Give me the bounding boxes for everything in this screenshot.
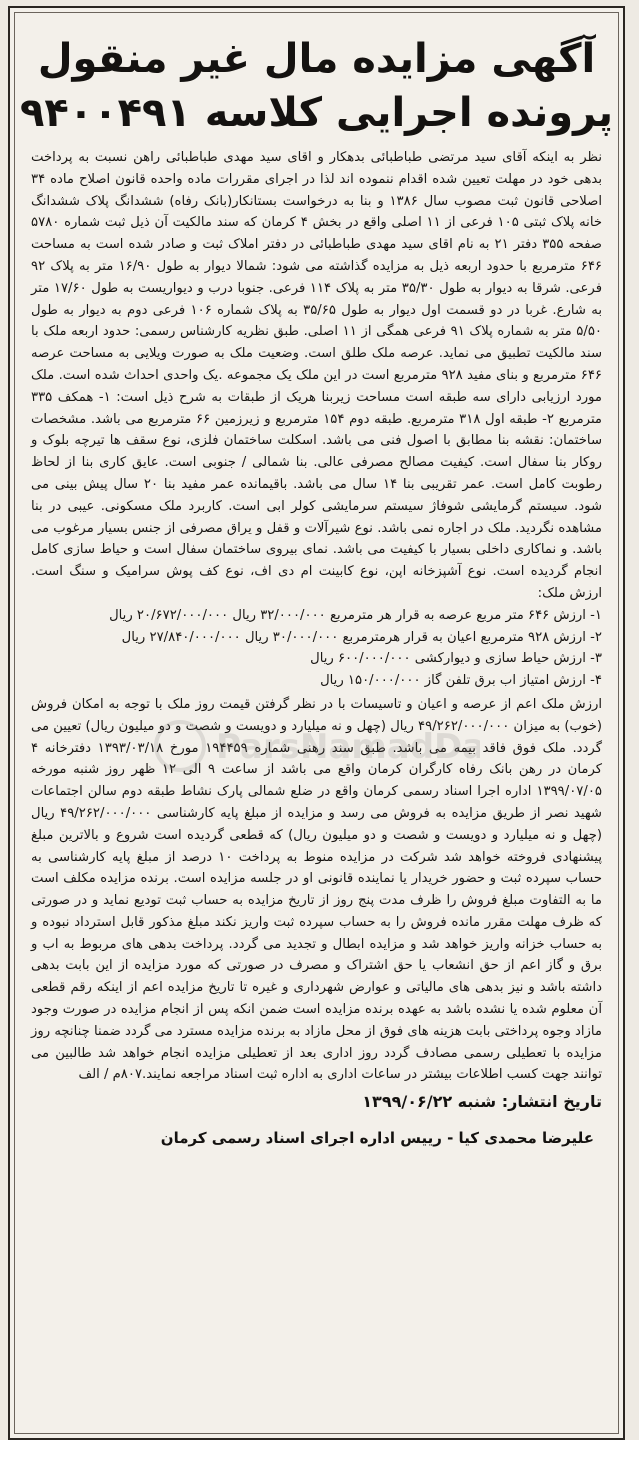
valuation-item-building: ۲- ارزش ۹۲۸ مترمربع اعیان به قرار هرمترمربع ۳۰/۰۰۰/۰۰۰ ریال ۲۷/۸۴۰/۰۰۰/۰۰۰ ریال [121, 629, 602, 645]
property-description [15, 137, 618, 605]
scan-margin [0, 1440, 639, 1465]
publication-date: تاریخ انتشار: شنبه ۱۳۹۹/۰۶/۲۲ [362, 1092, 602, 1112]
valuation-item-utilities: ۴- ارزش امتیاز اب برق تلفن گاز ۱۵۰/۰۰۰/۰۰۰ ریال [320, 673, 602, 689]
notice-frame [8, 6, 625, 1440]
notice-title: آگهی مزایده مال غیر منقول [37, 36, 596, 82]
valuation-item-land: ۱- ارزش ۶۴۶ متر مربع عرصه به قرار هر مترمربع ۳۲/۰۰۰/۰۰۰ ریال ۲۰/۶۷۲/۰۰۰/۰۰۰ ریال [109, 607, 602, 623]
valuation-item-yard: ۳- ارزش حیاط سازی و دیوارکشی ۶۰۰/۰۰۰/۰۰۰ ریال [310, 651, 602, 667]
case-number-title: پرونده اجرایی کلاسه ۹۴۰۰۴۹۱ [19, 90, 614, 136]
notice-inner-border [14, 12, 619, 1434]
valuation-list [15, 605, 618, 692]
signature-line: علیرضا محمدی کیا - رییس اداره اجرای اسناد رسمی کرمان [160, 1129, 594, 1148]
auction-terms [15, 692, 618, 1086]
description-paragraph: نظر به اینکه آقای سید مرتضی طباطبائی بدهکار و اقای سید مهدی طباطبائی راهن نسبت به پرداخت بدهی خود در مهلت تعیین شده اقدام ننموده اند لذا در اجرای مقررات ماده واحده قانون اصلاح ماده ۳۴ اصلاحی قانون ثبت مصوب سال ۱۳۸۶ و بنا به درخواست بستانکار(بانک رفاه) ششدانگ پلاک ششدانگ خانه پلاک ثبتی ۱۰۵ فرعی از ۱۱ اصلی واقع در بخش ۴ کرمان که سند مالکیت آن ذیل ثبت شماره ۵۷۸۰ صفحه ۳۵۵ دفتر ۲۱ به نام اقای سید مهدی طباطبائی در دفتر املاک ثبت و صادر شده است به مساحت ۶۴۶ مترمربع با حدود اربعه ذیل به مزایده گذاشته می شود: شمالا دیوار به طول ۱۶/۹۰ متر به پلاک ۹۲ فرعی. شرقا به دیوار به طول ۳۵/۳۰ متر به پلاک ۱۱۴ فرعی. جنوبا درب و دیواریست به طول ۱۷/۶۰ متر به شارع. غربا در دو قسمت اول دیوار به طول ۳۵/۶۵ به پلاک شماره ۱۰۶ فرعی دوم به دیوار به طول ۵/۵۰ متر به شماره پلاک ۹۱ فرعی همگی از ۱۱ اصلی. طبق نظریه کارشناس رسمی: حدود اربعه ملک با سند مالکیت تطبیق می نماید. عرصه ملک طلق است. وضعیت ملک به صورت ویلایی به مساحت عرصه ۶۴۶ مترمربع و بنای مفید ۹۲۸ مترمربع است در این ملک یک مجموعه .یک واحدی احداث شده است. ملک مورد ارزیابی دارای سه طبقه است مساحت زیربنا هریک از طبقات به شرح ذیل است: ۱- همکف ۳۳۵ مترمربع ۲- طبقه اول ۳۱۸ مترمربع. طبقه دوم ۱۵۴ مترمربع و زیرزمین ۶۶ مترمربع می باشد. مشخصات ساختمان: نقشه بنا مطابق با اصول فنی می باشد. اسکلت ساختمان فلزی، نوع سقف ها تیرچه بلوک و روکار بنا سفال است. کیفیت مصالح مصرفی عالی. بنا شمالی / جنوبی است. عایق کاری بنا از لحاظ رطوبت کامل است. عمر تقریبی بنا ۱۴ سال می باشد. باقیمانده عمر مفید بنا ۲۰ سال پیش بینی می شود. سیستم گرمایشی شوفاژ سیستم سرمایشی کولر ابی است. کاربرد ملک مسکونی. عیبی در بنا مشاهده نگردید. ملک در اجاره نمی باشد. نوع شیرآلات و قفل و یراق مصرفی از جنس بسیار مرغوب می باشد. و نماکاری داخلی بسیار با کیفیت می باشد. نمای بیروی ساختمان سفال است و حیاط سازی کامل انجام گردیده است. نوع آشپزخانه اپن، نوع کابینت ام دی اف، نوع کف پوش سرامیک و سنگ است. ارزش ملک: [31, 150, 602, 601]
terms-paragraph: ارزش ملک اعم از عرصه و اعیان و تاسیسات با در نظر گرفتن قیمت روز ملک با توجه به امکان فروش (خوب) به میزان ۴۹/۲۶۲/۰۰۰/۰۰۰ ریال (چهل و نه میلیارد و دویست و شصت و دو میلیون ریال) تعیین می گردد. ملک فوق فاقد بیمه می باشد. طبق سند رهنی شماره ۱۹۴۴۵۹ مورخ ۱۳۹۳/۰۳/۱۸ دفترخانه ۴ کرمان در رهن بانک رفاه کارگران کرمان واقع می باشد از ساعت ۹ الی ۱۲ ظهر روز شنبه مورخه ۱۳۹۹/۰۷/۰۵ اداره اجرا اسناد رسمی کرمان واقع در ضلع شمالی پارک نشاط طبقه دوم سالن اجتماعات شهید نصر از طریق مزایده به فروش می رسد و مزایده از مبلغ پایه کارشناسی ۴۹/۲۶۲/۰۰۰/۰۰۰ ریال (چهل و نه میلیارد و دویست و شصت و دو میلیون ریال) که قطعی گردیده است شروع و بالاترین مبلغ پیشنهادی فروخته خواهد شد شرکت در مزایده منوط به پرداخت ۱۰ درصد از مبلغ پایه کارشناسی به حساب سپرده ثبت و حضور خریدار یا نماینده قانونی او در جلسه مزایده است. برنده مزایده مکلف است ما به التفاوت مبلغ فروش را ظرف مدت پنج روز از تاریخ مزایده به حساب ثبت تودیع نماید و در صورتی که ظرف مهلت مقرر مانده فروش را به حساب سپرده ثبت واریز نکند مبلغ مذکور قابل استرداد نبوده و به حساب خزانه واریز خواهد شد و مزایده ابطال و تجدید می گردد. پرداخت بدهی های مربوط به اب و برق و گاز اعم از حق انشعاب یا حق اشتراک و مصرف در صورتی که مورد مزایده از این بابت بدهی داشته باشد و نیز بدهی های مالیاتی و عوارض شهرداری و غیره تا تاریخ مزایده اعم از اینکه رقم قطعی آن معلوم شده یا نشده باشد به عهده برنده مزایده است ضمن انکه پس از انجام مزایده در صورت وجود مازاد وجوه پرداختی بابت هزینه های فوق از محل مازاد به برنده مزایده مسترد می گردد ضمنا چنانچه روز مزایده با تعطیلی رسمی مصادف گردد روز اداری بعد از تعطیلی مزایده انجام خواهد شد طالبین می توانند جهت کسب اطلاعات بیشتر در ساعات اداری به اداره ثبت اسناد مراجعه نمایند.۸۰۷م / الف [31, 696, 603, 1083]
